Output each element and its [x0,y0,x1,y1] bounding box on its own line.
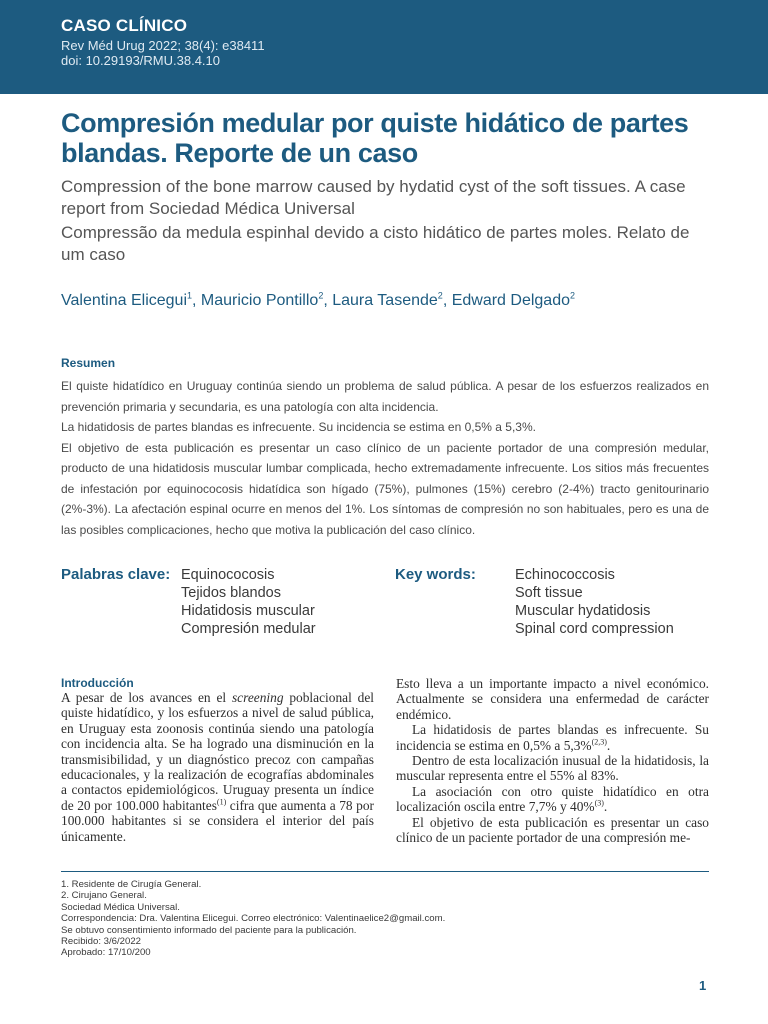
page-number: 1 [699,978,707,993]
article-title-portuguese: Compressão da medula espinhal devido a cisto hidático de partes moles. Relato de um caso [61,223,690,264]
author-name[interactable]: Mauricio Pontillo [200,292,319,309]
footnote-divider [61,871,709,872]
author-affiliation-mark: 2 [318,290,324,301]
text-run: . [606,737,611,753]
body-paragraph: El objetivo de esta publicación es presentar un caso clínico de un paciente portador de una compresión me- [396,814,709,846]
journal-reference: Rev Méd Urug 2022; 38(4): e38411 [61,38,265,53]
journal-header-band [0,0,768,94]
abstract-body [61,376,709,540]
author-separator: , [192,292,201,309]
text-run: poblacional del quiste hidatídico, y los esfuerzos a nivel de salud pública, en Uruguay esta zoonosis continúa siendo una patología con incidencia alta. Se ha logrado una disminución en la transmisibilidad, y un diagnóstico precoz con campañas educacionales, y la realización de ecografías abdominales a contactos epidemiológicos. Uruguay presenta un índice de 20 por 100.000 habitantes [61,690,375,813]
footnote-line: Se obtuvo consentimiento informado del paciente para la publicación. [61,924,357,936]
introduction-heading: Introducción [61,676,134,690]
citation-reference[interactable]: (1) [216,797,227,807]
text-run: La asociación con otro quiste hidatídico en otra localización oscila entre 7,7% y 40% [396,783,709,815]
section-label: CASO CLÍNICO [61,16,188,35]
doi-link[interactable]: doi: 10.29193/RMU.38.4.10 [61,53,220,68]
keywords-label-english: Key words: [395,566,476,583]
keyword-item: Tejidos blandos [181,585,281,601]
text-run: A pesar de los avances en el [61,690,232,705]
keywords-label-spanish: Palabras clave: [61,566,171,583]
keyword-item: Soft tissue [515,585,583,601]
text-run: . [603,799,608,815]
introduction-left-column [61,690,374,844]
keyword-item: Hidatidosis muscular [181,603,315,619]
text-run: cifra que aumenta a 78 por 100.000 habitantes si se considera el interior del país únicamente. [61,797,374,844]
footnote-line: Correspondencia: Dra. Valentina Elicegui. Correo electrónico: Valentinaelice2@gmail.com. [61,913,446,925]
footnote-line: Sociedad Médica Universal. [61,901,180,913]
keyword-item: Equinococosis [181,567,275,583]
body-paragraph: Esto lleva a un importante impacto a nivel económico. Actualmente se considera una enfermedad de carácter endémico. [396,676,709,722]
author-affiliation-mark: 2 [570,290,576,301]
abstract-heading: Resumen [61,356,116,370]
keywords-list-spanish [181,566,316,638]
abstract-paragraph: La hidatidosis de partes blandas es infrecuente. Su incidencia se estima en 0,5% a 5,3%. [61,420,536,434]
body-paragraph [61,690,374,844]
text-run: La hidatidosis de partes blandas es infrecuente. Su incidencia se estima en 0,5% a 5,3% [396,722,709,753]
abstract-paragraph: El quiste hidatídico en Uruguay continúa siendo un problema de salud pública. A pesar de los esfuerzos realizados en prevención primaria y secundaria, es una patología con alta incidencia. [61,379,709,414]
keyword-item: Muscular hydatidosis [515,603,651,619]
footnote-line: 2. Cirujano General. [61,890,147,902]
author-separator: , [442,292,452,309]
abstract-paragraph: El objetivo de esta publicación es presentar un caso clínico de un paciente portador de una compresión medular, producto de una hidatidosis muscular lumbar complicada, hecho extremadamente infrecuente. Los sitios más frecuentes de infestación por equinococosis hidatídica son hígado (75%), pulmones (15%) cerebro (2-4%) tracto genitourinario (2%-3%). La afectación espinal ocurre en menos del 1%. Los síntomas de compresión no son habituales, pero es una de las posibles complicaciones, hecho que motiva la publicación del caso clínico. [61,440,709,537]
body-paragraph [396,722,709,753]
author-separator: , [323,292,333,309]
author-name[interactable]: Laura Tasende [332,292,438,309]
author-affiliation-mark: 2 [437,290,443,301]
keywords-list-english [515,566,674,638]
footnotes [61,879,445,959]
footnote-line: 1. Residente de Cirugía General. [61,879,202,890]
emphasis-term: screening [231,690,284,705]
keyword-item: Spinal cord compression [515,621,674,637]
body-paragraph [396,784,709,815]
keyword-item: Echinococcosis [515,567,615,583]
footnote-line: Aprobado: 17/10/200 [61,947,151,959]
body-paragraph: Dentro de esta localización inusual de la hidatidosis, la muscular representa entre el 55% al 83%. [396,753,709,784]
introduction-right-column [396,676,709,845]
author-list [61,291,575,311]
footnote-line: Recibido: 3/6/2022 [61,936,142,948]
article-title: Compresión medular por quiste hidático de partes blandas. Reporte de un caso [61,108,689,168]
citation-reference[interactable]: (2,3) [591,737,607,747]
author-affiliation-mark: 1 [187,290,193,301]
keyword-item: Compresión medular [181,621,316,637]
article-title-english: Compression of the bone marrow caused by hydatid cyst of the soft tissues. A case report from Sociedad Médica Universal [61,177,686,218]
citation-reference[interactable]: (3) [594,798,604,808]
author-name[interactable]: Edward Delgado [451,292,570,309]
author-name[interactable]: Valentina Elicegui [61,292,188,309]
